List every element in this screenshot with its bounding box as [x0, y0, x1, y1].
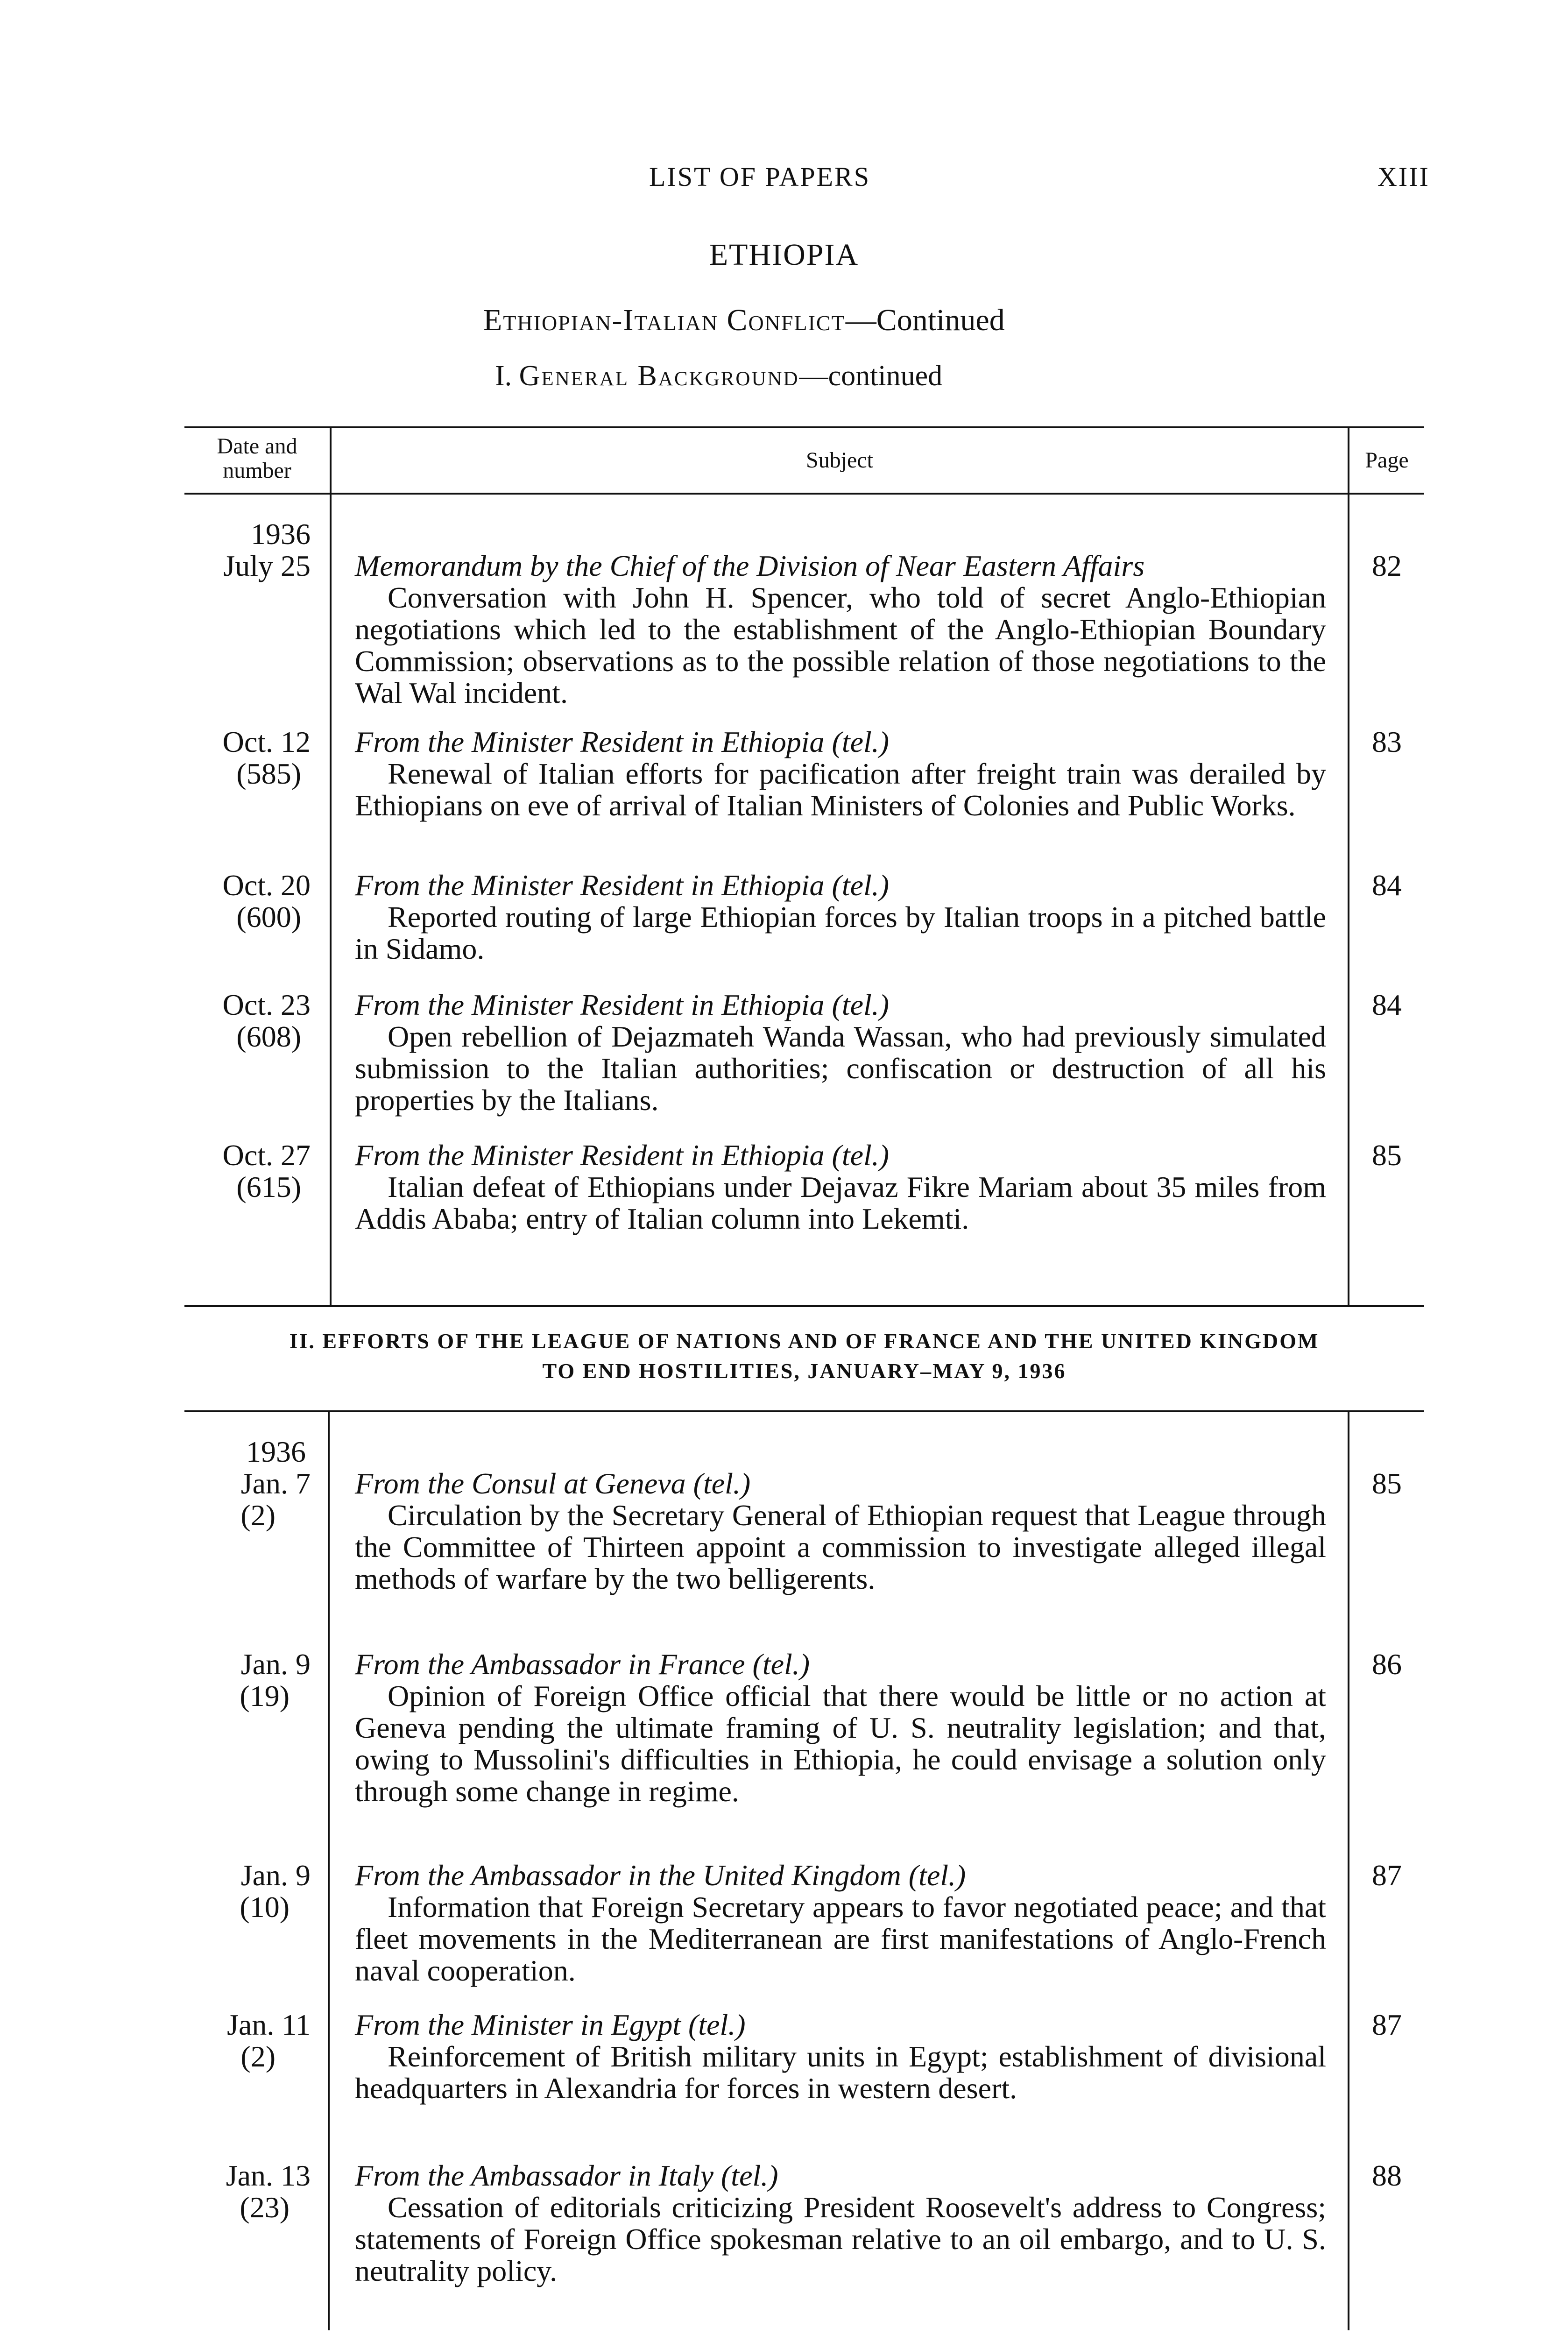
entry-source: Memorandum by the Chief of the Division of Near Eastern Affairs: [355, 549, 1145, 582]
topic-suffix: —Continued: [845, 303, 1005, 337]
topic-title: [483, 303, 1005, 338]
entry-date: Jan. 11: [227, 2008, 311, 2041]
section2-line2: TO END HOSTILITIES, JANUARY–MAY 9, 1936: [542, 1359, 1067, 1383]
table-row-date: [184, 2160, 311, 2223]
entry-source: From the Minister Resident in Ethiopia (tel.): [355, 1139, 890, 1172]
entry-description: Circulation by the Secretary General of Ethiopian request that League through the Committee of Thirteen appoint a commission to investigate alleged illegal methods of warfare by the two belligerents.: [355, 1499, 1326, 1595]
entry-date: Oct. 12: [222, 725, 311, 758]
table1-header-rule: [184, 493, 1424, 495]
entry-date: Oct. 20: [222, 869, 311, 902]
entry-description: Conversation with John H. Spencer, who told of secret Anglo-Ethiopian negotiations which led to the establishment of the Anglo-Ethiopian Boundary Commission; observations as to the possible relation of those negotiations to the Wal Wal incident.: [355, 581, 1326, 709]
entry-date: Jan. 13: [226, 2159, 311, 2192]
table1-bottom-rule: [184, 1305, 1424, 1307]
entry-date: Oct. 23: [222, 988, 311, 1021]
table-row-date: [184, 1139, 311, 1203]
entry-number: (600): [236, 900, 301, 934]
table-row-subject: [355, 870, 1326, 965]
table-row-subject: [355, 2160, 1326, 2287]
entry-source: From the Minister Resident in Ethiopia (tel.): [355, 869, 890, 902]
entry-date: Oct. 27: [222, 1139, 311, 1172]
entry-description: Opinion of Foreign Office official that there would be little or no action at Geneva pending the ultimate framing of U. S. neutrality legislation; and that, owing to Mussolini's difficulties in Ethiopia, he could envisage a solution only through some change in regime.: [355, 1679, 1326, 1808]
table2-top-rule: [184, 1410, 1424, 1412]
table-row-page: 85: [1372, 1467, 1402, 1500]
table-row-page: 84: [1372, 869, 1402, 902]
entry-number: (608): [236, 1020, 301, 1053]
table-row-date: [184, 1649, 311, 1712]
entry-number: (23): [240, 2191, 290, 2224]
column-header-date-line1: Date and: [217, 434, 297, 459]
entry-description: Reinforcement of British military units in Egypt; establishment of divisional headquarters in Alexandria for forces in western desert.: [355, 2040, 1326, 2105]
entry-source: From the Ambassador in the United Kingdom (tel.): [355, 1859, 966, 1892]
table-row-date: [184, 989, 311, 1053]
entry-number: (585): [236, 757, 301, 790]
entry-source: From the Consul at Geneva (tel.): [355, 1467, 751, 1500]
entry-description: Cessation of editorials criticizing President Roosevelt's address to Congress; statements of Foreign Office spokesman relative to an oil embargo, and to U. S. neutrality policy.: [355, 2191, 1326, 2287]
entry-source: From the Ambassador in Italy (tel.): [355, 2159, 778, 2192]
table-row-date: [184, 2009, 311, 2073]
entry-source: From the Minister Resident in Ethiopia (tel.): [355, 988, 890, 1021]
entry-source: From the Ambassador in France (tel.): [355, 1648, 810, 1681]
table-row-subject: [355, 726, 1326, 821]
table-row-subject: [355, 989, 1326, 1116]
table-row-page: 82: [1372, 549, 1402, 582]
column-header-date-line2: number: [223, 458, 291, 483]
table-row-subject: [355, 1139, 1326, 1235]
table-row-date: [184, 726, 311, 790]
entry-number: (2): [240, 2040, 275, 2073]
entry-number: (2): [240, 1499, 275, 1532]
table-row-page: 88: [1372, 2159, 1402, 2192]
table-row-page: 83: [1372, 725, 1402, 758]
column-header-subject: Subject: [806, 448, 873, 473]
entry-date: Jan. 9: [240, 1648, 311, 1681]
entry-description: Information that Foreign Secretary appears to favor negotiated peace; and that fleet movements in the Mediterranean are first manifestations of Anglo-French naval cooperation.: [355, 1890, 1326, 1987]
table-row-page: 87: [1372, 1859, 1402, 1892]
page-number: XIII: [1377, 162, 1430, 192]
table-row-date: July 25: [223, 549, 311, 582]
table-row-page: 86: [1372, 1648, 1402, 1681]
table-row-page: 85: [1372, 1139, 1402, 1172]
entry-number: (19): [240, 1679, 290, 1712]
table-row-date: [184, 1860, 311, 1923]
column-header-page: Page: [1365, 448, 1409, 473]
table2-year: 1936: [246, 1435, 306, 1468]
table-row-subject: [355, 1468, 1326, 1595]
table-row-page: 84: [1372, 988, 1402, 1021]
topic-smallcaps: Ethiopian-Italian Conflict: [483, 303, 846, 337]
section2-title: [184, 1326, 1424, 1386]
table-row-date: [184, 1468, 311, 1531]
entry-date: Jan. 9: [240, 1859, 311, 1892]
table-row-subject: [355, 1860, 1326, 1987]
table1-divider-date: [330, 426, 332, 1305]
entry-description: Renewal of Italian efforts for pacification after freight train was derailed by Ethiopians on eve of arrival of Italian Ministers of Colonies and Public Works.: [355, 757, 1326, 822]
table-row-page: 87: [1372, 2008, 1402, 2041]
entry-date: Jan. 7: [240, 1467, 311, 1500]
entry-number: (10): [240, 1890, 290, 1924]
section1-smallcaps: General Background: [519, 360, 799, 392]
entry-source: From the Minister Resident in Ethiopia (tel.): [355, 725, 890, 758]
table1-top-rule: [184, 426, 1424, 428]
entry-description: Italian defeat of Ethiopians under Dejavaz Fikre Mariam about 35 miles from Addis Ababa; entry of Italian column into Lekemti.: [355, 1170, 1326, 1235]
entry-description: Reported routing of large Ethiopian forces by Italian troops in a pitched battle in Sidamo.: [355, 900, 1326, 965]
table-row-date: [184, 870, 311, 933]
entry-description: Open rebellion of Dejazmateh Wanda Wassan, who had previously simulated submission to the Italian authorities; confiscation or destruction of all his properties by the Italians.: [355, 1020, 1326, 1117]
section1-suffix: —continued: [799, 360, 943, 392]
section1-numeral: I.: [495, 360, 512, 392]
section2-line1: II. EFFORTS OF THE LEAGUE OF NATIONS AND OF FRANCE AND THE UNITED KINGDOM: [289, 1329, 1320, 1353]
entry-source: From the Minister in Egypt (tel.): [355, 2008, 746, 2041]
table1-year: 1936: [251, 517, 311, 551]
table-row-subject: [355, 2009, 1326, 2104]
table-row-subject: [355, 550, 1326, 709]
section1-title: [495, 360, 942, 393]
entry-number: (615): [236, 1170, 301, 1203]
country-title: ETHIOPIA: [709, 238, 859, 272]
column-header-date: [184, 434, 330, 483]
running-title: LIST OF PAPERS: [649, 162, 870, 192]
table-row-subject: [355, 1649, 1326, 1807]
table2-divider-date: [328, 1410, 330, 2330]
